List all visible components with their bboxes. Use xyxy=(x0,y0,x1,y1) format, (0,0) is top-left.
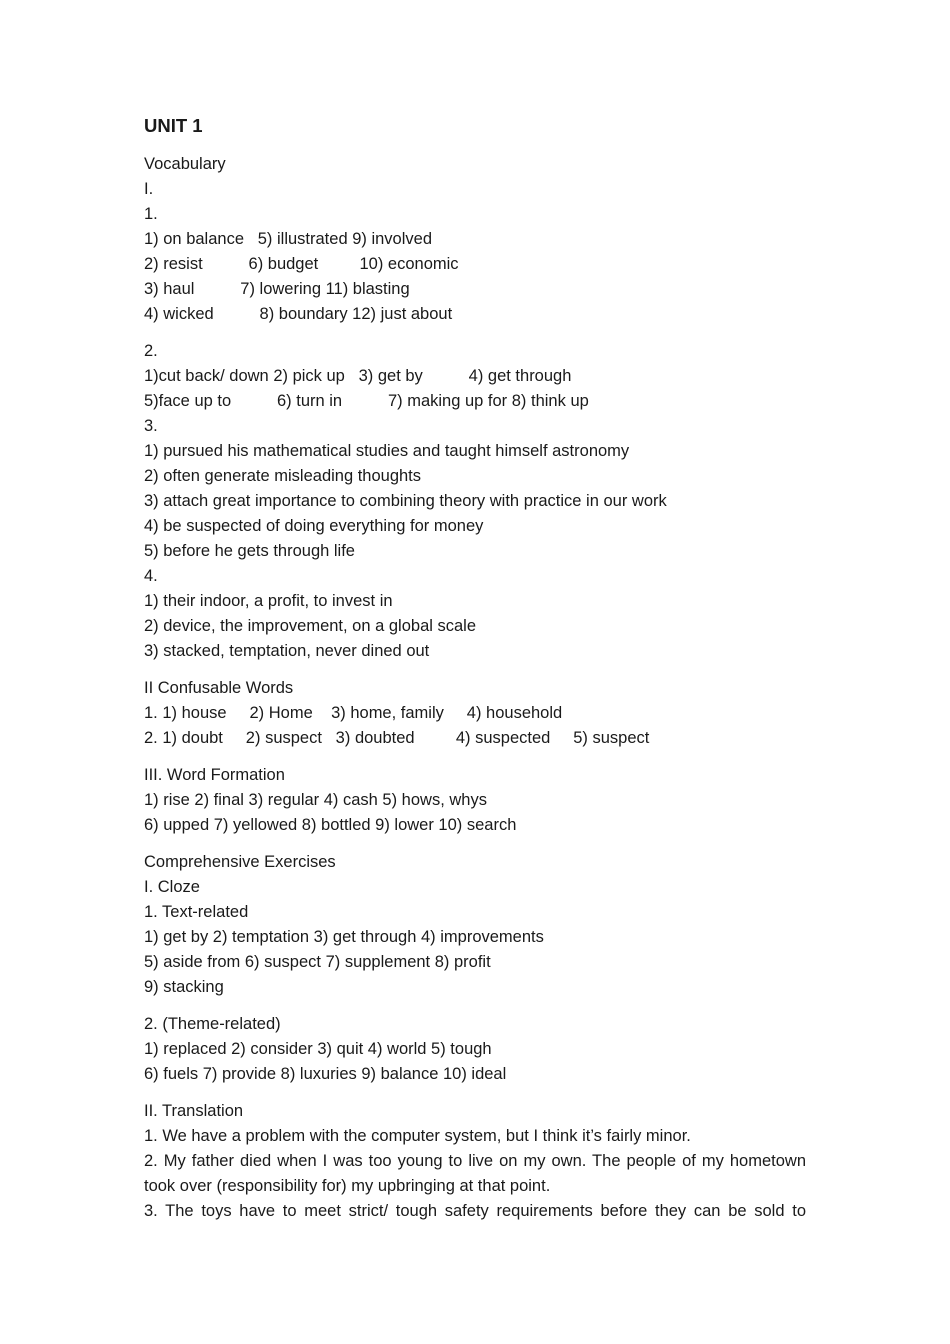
answer-line: 2) resist 6) budget 10) economic xyxy=(144,255,459,273)
exercise-number: 2. xyxy=(144,342,158,360)
exercise-number: 3. xyxy=(144,417,158,435)
vocabulary-heading: Vocabulary xyxy=(144,155,226,173)
answer-line: 1) rise 2) final 3) regular 4) cash 5) hows, whys xyxy=(144,791,487,809)
answer-line: 1) replaced 2) consider 3) quit 4) world 5) tough xyxy=(144,1040,492,1058)
answer-line: 1)cut back/ down 2) pick up 3) get by 4) get through xyxy=(144,367,572,385)
confusable-words-heading: II Confusable Words xyxy=(144,679,294,697)
answer-line: 4) wicked 8) boundary 12) just about xyxy=(144,305,453,323)
comprehensive-exercises-heading: Comprehensive Exercises xyxy=(144,853,336,871)
answer-line: 5) before he gets through life xyxy=(144,542,355,560)
translation-item: 1. We have a problem with the computer system, but I think it’s fairly minor. xyxy=(144,1127,691,1145)
translation-heading: II. Translation xyxy=(144,1102,244,1120)
answer-line: 1) pursued his mathematical studies and taught himself astronomy xyxy=(144,442,630,460)
answer-line: 3) attach great importance to combining theory with practice in our work xyxy=(144,492,667,510)
answer-line: 6) fuels 7) provide 8) luxuries 9) balance 10) ideal xyxy=(144,1065,507,1083)
answer-line: 6) upped 7) yellowed 8) bottled 9) lower 10) search xyxy=(144,816,517,834)
answer-line: 4) be suspected of doing everything for money xyxy=(144,517,484,535)
translation-item: 2. My father died when I was too young to live on my own. The people of my hometown took over (responsibility for) my upbringing at that point. xyxy=(144,1152,806,1195)
answer-line: 2) device, the improvement, on a global scale xyxy=(144,617,477,635)
unit-title: UNIT 1 xyxy=(144,115,203,136)
text-related-label: 1. Text-related xyxy=(144,903,249,921)
word-formation-heading: III. Word Formation xyxy=(144,766,285,784)
answer-line: 1) on balance 5) illustrated 9) involved xyxy=(144,230,432,248)
exercise-number: 1. xyxy=(144,205,158,223)
answer-line: 2) often generate misleading thoughts xyxy=(144,467,422,485)
answer-line: 1) get by 2) temptation 3) get through 4) improvements xyxy=(144,928,544,946)
answer-line: 5)face up to 6) turn in 7) making up for 8) think up xyxy=(144,392,589,410)
answer-line: 1) their indoor, a profit, to invest in xyxy=(144,592,393,610)
exercise-number: 4. xyxy=(144,567,158,585)
answer-line: 3) stacked, temptation, never dined out xyxy=(144,642,430,660)
answer-line: 5) aside from 6) suspect 7) supplement 8) profit xyxy=(144,953,491,971)
part-one-label: I. xyxy=(144,180,154,198)
theme-related-label: 2. (Theme-related) xyxy=(144,1015,281,1033)
answer-line: 9) stacking xyxy=(144,978,224,996)
translation-item: 3. The toys have to meet strict/ tough safety requirements before they can be sold to xyxy=(144,1202,806,1220)
document-page xyxy=(144,113,806,1224)
answer-line: 3) haul 7) lowering 11) blasting xyxy=(144,280,410,298)
answer-line: 1. 1) house 2) Home 3) home, family 4) household xyxy=(144,704,563,722)
answer-line: 2. 1) doubt 2) suspect 3) doubted 4) suspected 5) suspect xyxy=(144,729,650,747)
cloze-heading: I. Cloze xyxy=(144,878,200,896)
